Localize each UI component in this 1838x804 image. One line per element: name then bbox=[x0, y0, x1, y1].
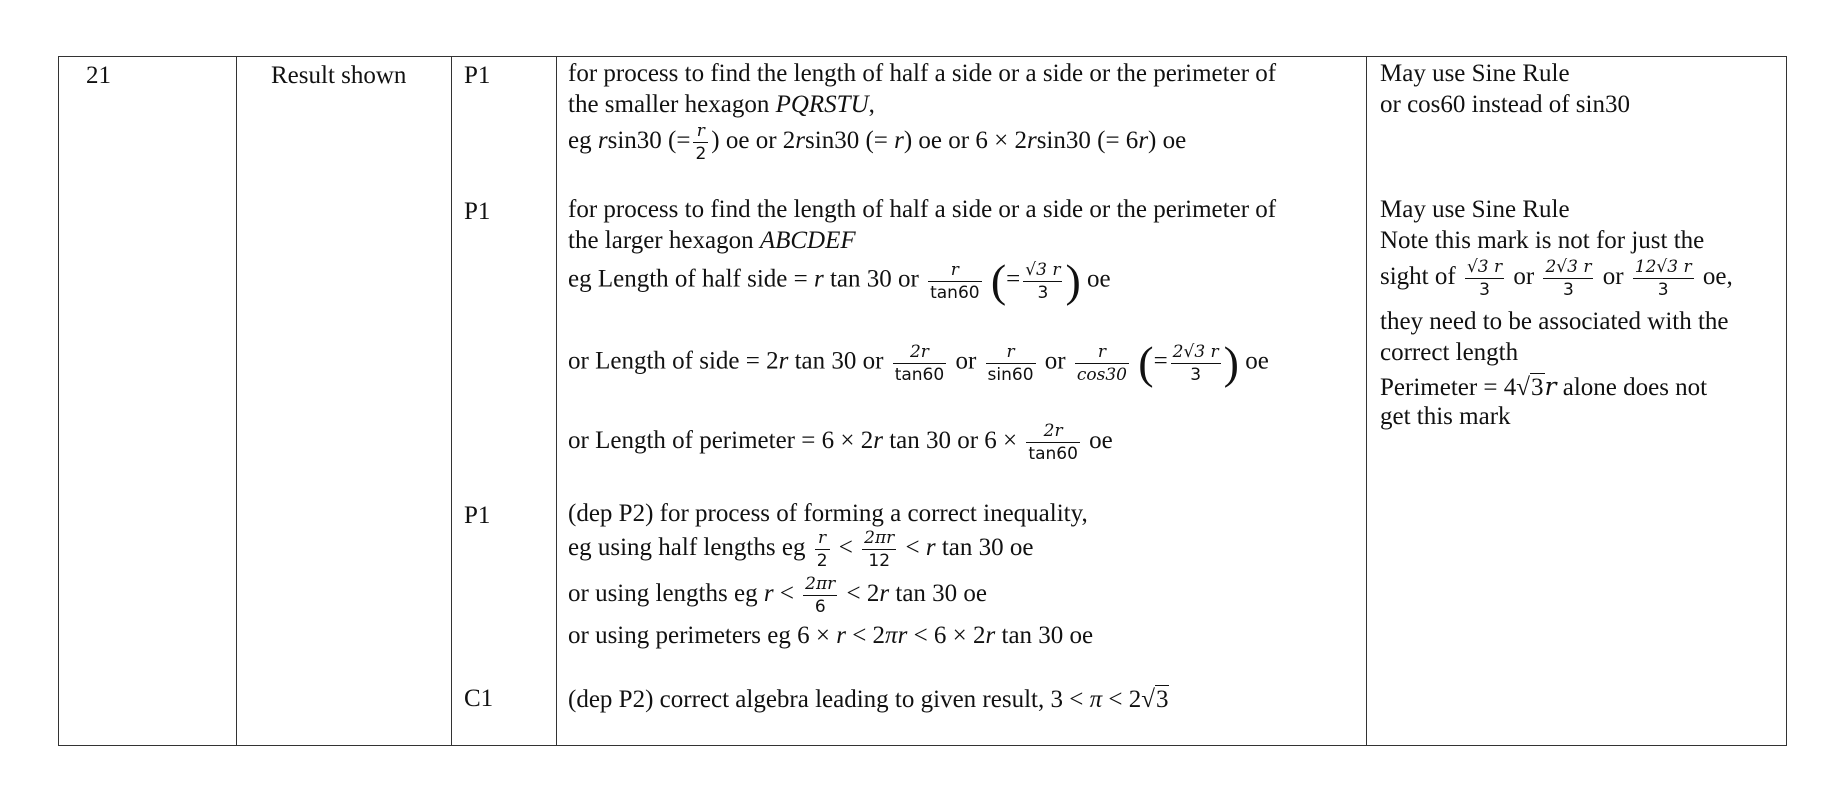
mark-code: P1 bbox=[464, 502, 491, 529]
note-line: correct length bbox=[1380, 339, 1519, 366]
note-line: they need to be associated with the bbox=[1380, 308, 1729, 335]
column-divider bbox=[451, 57, 452, 745]
mark-code: P1 bbox=[464, 62, 491, 89]
guidance-formula-line: or Length of side = 2r tan 30 or $\frac{2r}{\tan 60}$ or $\frac{r}{\sin 60}$ or $\frac{r}{\cos 30}$ (= $\frac{2√3 r}{3}$ ) oe bbox=[568, 337, 1269, 388]
guidance-formula-line: eg Length of half side = r tan 30 or $\frac{r}{\tan 60}$ (= $\frac{√3 r}{3}$ ) oe bbox=[568, 255, 1111, 306]
note-line: or cos60 instead of sin30 bbox=[1380, 91, 1630, 118]
mark-code: P1 bbox=[464, 198, 491, 225]
guidance-line: for process to find the length of half a side or a side or the perimeter of bbox=[568, 60, 1277, 87]
guidance-formula-line: or Length of perimeter = 6 × 2r tan 30 or 6 × $\frac{2r}{\tan 60}$ oe bbox=[568, 421, 1113, 464]
guidance-line: the smaller hexagon PQRSTU, bbox=[568, 91, 875, 118]
question-number: 21 bbox=[86, 62, 111, 89]
note-formula-line: Perimeter = 4√3r alone does not bbox=[1380, 372, 1708, 401]
column-divider bbox=[556, 57, 557, 745]
mark-code: C1 bbox=[464, 685, 494, 712]
answer-cell: Result shown bbox=[271, 62, 407, 89]
note-line: Note this mark is not for just the bbox=[1380, 227, 1705, 254]
note-formula-line: sight of $\frac{√3 r}{3}$ or $\frac{2√3 r}{3}$ or $\frac{12√3 r}{3}$ oe, bbox=[1380, 257, 1733, 300]
guidance-formula-line: eg rsin30 (= $\frac{r}{2}$ ) oe or 2rsin30 (= r) oe or 6 × 2rsin30 (= 6r) oe bbox=[568, 121, 1187, 164]
column-divider bbox=[236, 57, 237, 745]
guidance-line: the larger hexagon ABCDEF bbox=[568, 227, 856, 254]
note-line: May use Sine Rule bbox=[1380, 196, 1570, 223]
guidance-line: for process to find the length of half a side or a side or the perimeter of bbox=[568, 196, 1277, 223]
column-divider bbox=[1366, 57, 1367, 745]
guidance-formula-line: or using lengths eg r < $\frac{2\pi r}{6}$ < 2r tan 30 oe bbox=[568, 574, 988, 617]
guidance-line: (dep P2) for process of forming a correct inequality, bbox=[568, 500, 1088, 527]
note-line: get this mark bbox=[1380, 403, 1511, 430]
guidance-formula-line: eg using half lengths eg $\frac{r}{2}$ < $\frac{2\pi r}{12}$ < r tan 30 oe bbox=[568, 528, 1034, 571]
guidance-formula-line: or using perimeters eg 6 × r < 2πr < 6 × 2r tan 30 oe bbox=[568, 622, 1094, 649]
note-line: May use Sine Rule bbox=[1380, 60, 1570, 87]
mark4-guidance: (dep P2) correct algebra leading to given result, 3 < π < 2√3 bbox=[568, 686, 1169, 713]
